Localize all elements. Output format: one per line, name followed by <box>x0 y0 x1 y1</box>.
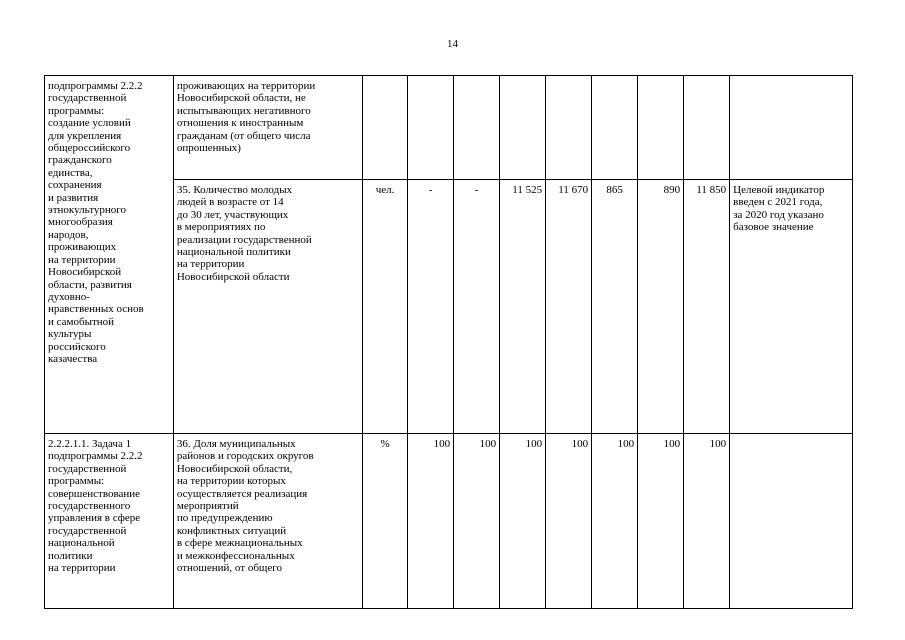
indicators-table <box>44 75 853 609</box>
value-cell: 890 <box>638 180 684 434</box>
table-row <box>45 76 853 180</box>
unit-cell <box>363 76 408 180</box>
value-cell <box>592 76 638 180</box>
value-cell <box>500 76 546 180</box>
note-cell: Целевой индикатор введен с 2021 года, за 2020 год указано базовое значение <box>730 180 853 434</box>
unit-cell: % <box>363 434 408 609</box>
value-cell <box>408 76 454 180</box>
value-cell: 100 <box>546 434 592 609</box>
value-cell: 100 <box>684 434 730 609</box>
note-cell <box>730 434 853 609</box>
value-cell: 100 <box>638 434 684 609</box>
value-cell: 865 <box>592 180 638 434</box>
page-number: 14 <box>447 38 458 50</box>
value-cell: 100 <box>592 434 638 609</box>
value-cell: 100 <box>454 434 500 609</box>
value-cell: - <box>408 180 454 434</box>
indicator-cell: 36. Доля муниципальных районов и городских округов Новосибирской области, на территории которых осуществляется реализация мероприятий по предупреждению конфликтных ситуаций в сфере межнациональных и межконфессиональных отношений, от общего <box>173 434 362 609</box>
value-cell: 11 525 <box>500 180 546 434</box>
value-cell <box>638 76 684 180</box>
value-cell: 100 <box>408 434 454 609</box>
indicator-cell: проживающих на территории Новосибирской области, не испытывающих негативного отношения к иностранным гражданам (от общего числа опрошенных) <box>173 76 362 180</box>
value-cell <box>454 76 500 180</box>
unit-cell: чел. <box>363 180 408 434</box>
indicator-cell: 35. Количество молодых людей в возрасте от 14 до 30 лет, участвующих в мероприятиях по реализации государственной национальной политики на территории Новосибирской области <box>173 180 362 434</box>
table-row <box>45 434 853 609</box>
task-cell: подпрограммы 2.2.2 государственной программы: создание условий для укрепления общероссийского гражданского единства, сохранения и развития этнокультурного многообразия народов, проживающих на территории Новосибирской области, развития духовно- нравственных основ и самобытной культуры российского казачества <box>45 76 174 434</box>
task-cell: 2.2.2.1.1. Задача 1 подпрограммы 2.2.2 государственной программы: совершенствование государственного управления в сфере государственной национальной политики на территории <box>45 434 174 609</box>
value-cell: 100 <box>500 434 546 609</box>
value-cell: 11 670 <box>546 180 592 434</box>
value-cell: - <box>454 180 500 434</box>
value-cell <box>684 76 730 180</box>
value-cell: 11 850 <box>684 180 730 434</box>
value-cell <box>546 76 592 180</box>
note-cell <box>730 76 853 180</box>
